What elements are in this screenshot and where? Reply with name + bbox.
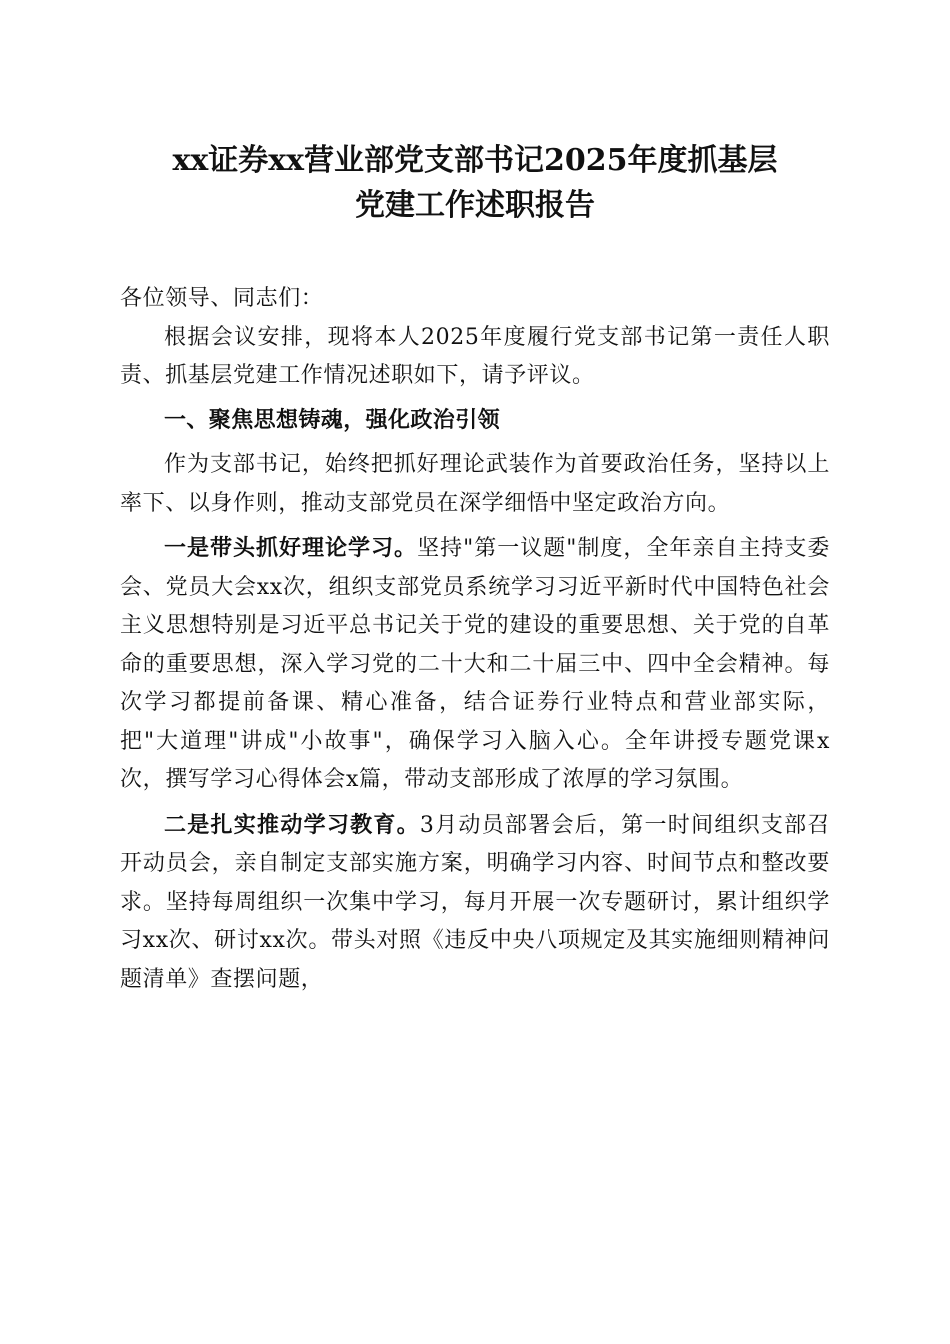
item-2-paragraph [120,806,830,1000]
document-page [120,138,830,999]
item-1-paragraph [120,529,830,800]
section-1-paragraph: 作为支部书记，始终把抓好理论武装作为首要政治任务，坚持以上率下、以身作则，推动支部党员在深学细悟中坚定政治方向。 [120,452,830,516]
document-title [120,138,830,228]
section-heading-1: 一、聚焦思想铸魂，强化政治引领 [164,407,501,433]
salutation: 各位领导、同志们： [120,286,324,311]
item-1-body: 坚持"第一议题"制度，全年亲自主持支委会、党员大会xx次，组织支部党员系统学习习近平新时代中国特色社会主义思想特别是习近平总书记关于党的建设的重要思想、关于党的自革命的重要思想，深入学习党的二十大和二十届三中、四中全会精神。每次学习都提前备课、精心准备，结合证券行业特点和营业部实际，把"大道理"讲成"小故事"，确保学习入脑入心。全年讲授专题党课x次，撰写学习心得体会x篇，带动支部形成了浓厚的学习氛围。 [120,536,830,792]
item-2-body: 3月动员部署会后，第一时间组织支部召开动员会，亲自制定支部实施方案，明确学习内容、时间节点和整改要求。坚持每周组织一次集中学习，每月开展一次专题研讨，累计组织学习xx次、研讨xx次。带头对照《违反中央八项规定及其实施细则精神问题清单》查摆问题， [120,812,830,992]
intro-paragraph: 根据会议安排，现将本人2025年度履行党支部书记第一责任人职责、抓基层党建工作情况述职如下，请予评议。 [120,324,830,388]
item-2-lead: 二是扎实推动学习教育。 [164,811,420,838]
item-1-lead: 一是带头抓好理论学习。 [164,535,418,561]
title-line-1: xx证券xx营业部党支部书记2025年度抓基层 [172,143,778,178]
title-line-2: 党建工作述职报告 [355,188,595,223]
